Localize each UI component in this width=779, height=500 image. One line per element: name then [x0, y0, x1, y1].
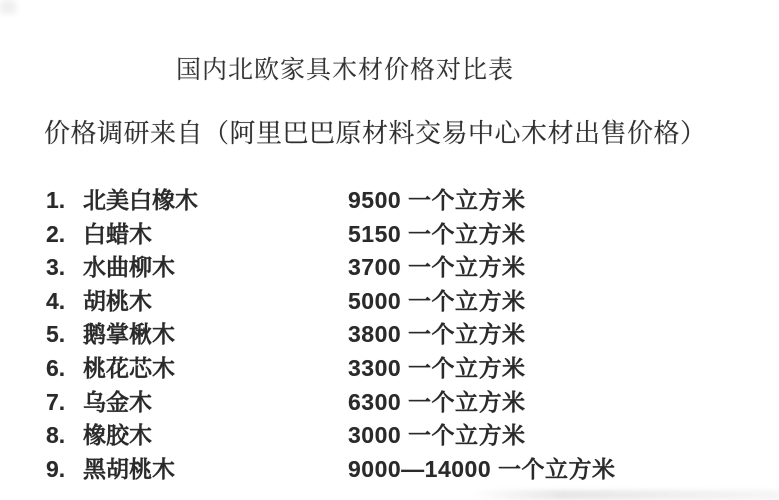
wood-price: 6300 一个立方米: [348, 388, 526, 415]
price-list-row: [46, 251, 746, 285]
row-number: 8.: [46, 422, 66, 449]
wood-name: 北美白橡木: [83, 187, 198, 213]
wood-price: 3700 一个立方米: [348, 254, 526, 281]
scan-artifact-bottom: [470, 490, 779, 500]
row-number: 5.: [46, 321, 66, 348]
page-subtitle: 价格调研来自（阿里巴巴原材料交易中心木材出售价格）: [44, 118, 707, 148]
price-list-row: [46, 352, 746, 386]
price-list-row: [46, 419, 746, 453]
wood-name: 乌金木: [83, 388, 152, 415]
wood-name: 白蜡木: [83, 220, 152, 247]
row-number: 7.: [46, 388, 66, 415]
wood-price: 3300 一个立方米: [348, 354, 526, 381]
wood-price: 9500 一个立方米: [348, 187, 526, 213]
wood-name: 橡胶木: [83, 422, 152, 449]
price-list-row: [46, 453, 746, 487]
scan-artifact-top-left: [0, 0, 16, 14]
price-list-row: [46, 285, 746, 319]
wood-price: 5150 一个立方米: [348, 220, 526, 247]
row-number: 3.: [46, 254, 66, 281]
wood-price: 3800 一个立方米: [348, 321, 526, 348]
wood-price: 5000 一个立方米: [348, 287, 526, 314]
price-list-row: [46, 386, 746, 420]
row-number: 6.: [46, 354, 66, 381]
wood-name: 鹅掌楸木: [83, 321, 175, 348]
price-list: [46, 184, 746, 486]
row-number: 1.: [46, 187, 66, 213]
wood-name: 桃花芯木: [83, 354, 175, 381]
wood-name: 黑胡桃木: [83, 455, 175, 482]
wood-name: 胡桃木: [83, 287, 152, 314]
price-list-row: [46, 218, 746, 252]
wood-price: 9000—14000 一个立方米: [348, 455, 616, 482]
row-number: 4.: [46, 287, 66, 314]
wood-price: 3000 一个立方米: [348, 422, 526, 449]
wood-name: 水曲柳木: [83, 254, 175, 281]
row-number: 2.: [46, 220, 66, 247]
price-list-row: [46, 184, 746, 218]
row-number: 9.: [46, 455, 66, 482]
page-title: 国内北欧家具木材价格对比表: [176, 56, 515, 84]
price-list-row: [46, 318, 746, 352]
